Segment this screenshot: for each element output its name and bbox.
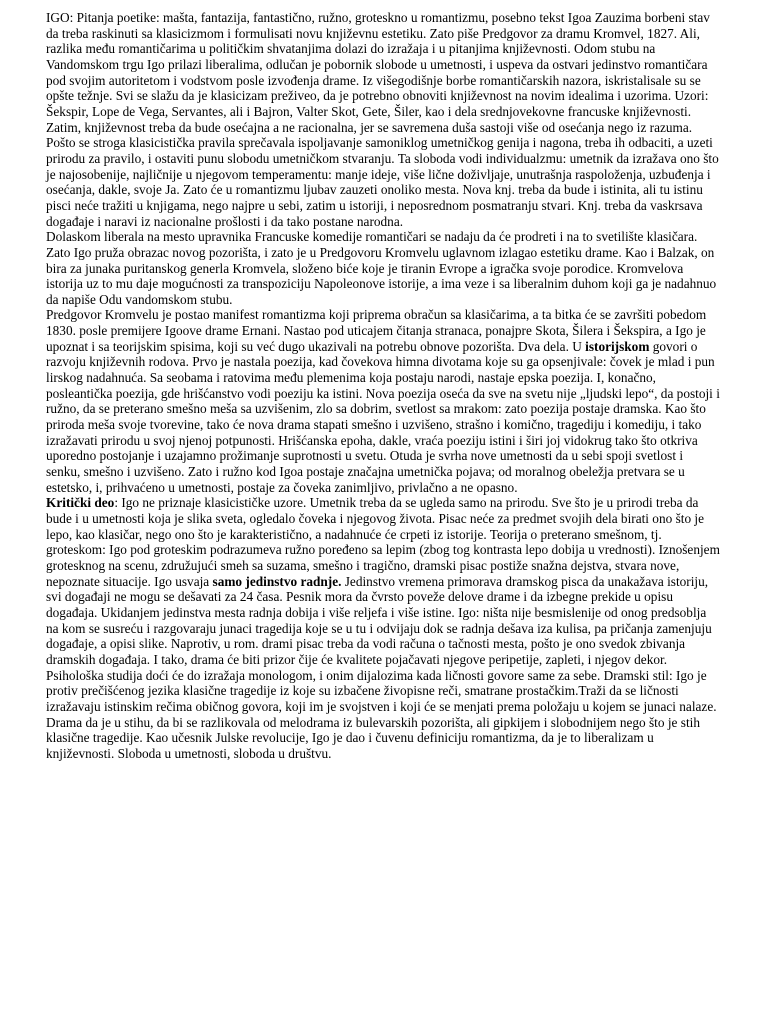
document-body xyxy=(46,10,720,762)
paragraph-text: : Igo ne priznaje klasicističke uzore. Umetnik treba da se ugleda samo na prirodu. Sve što je u prirodi treba da bude i u umetnosti koja je slika sveta, ogledalo čoveka i njegovog života. Pisac neće za predmet svojih dela birati ono što je lepo, kao klasičar, nego ono što je karakteristično, a nadahnuće će crpeti iz istorije. Teorija o preterano smešnom, tj. groteskom: Igo pod groteskim podrazumeva ružno poređeno sa lepim (zbog tog kontrasta lepo dobija u vrednosti). Iznošenjem grotesknog na scenu, združujući smeh sa suzama, smešno i tragično, dramski pisac postiže snažna dejstva, stvara nove, nepoznate situacije. Igo usvaja xyxy=(46,495,720,589)
bold-term-historical: istorijskom xyxy=(585,338,650,354)
paragraph-critical-part xyxy=(46,495,720,761)
paragraph-text: Jedinstvo vremena primorava dramskog pisca da unakažava istoriju, svi događaji ne mogu se dešavati za 24 časa. Pesnik mora da čvrsto poveže delove drame i da izbegne prekide u opisu događaja. Ukidanjem jedinstva mesta radnja dobija i više reljefa i više istine. Igo: ništa nije besmislenije od onog predsoblja na kom se susreću i razgovaraju junaci tragedija koje se u tu i odvijaju dok se radnja dešava iza kulisa, pa pričanja zamenjuju događaje, a opisi slike. Naprotiv, u rom. drami pisac treba da vodi računa o tačnosti mesta, pošto je ono svedok zbivanja dramskih događaja. I tako, drama će biti prizor čije će kvalitete pojačavati njegove peripetije, zapleti, i njegov dekor. Psihološka studija doći će do izražaja monologom, i onim dijalozima kada ličnosti govore same za sebe. Dramski stil: Igo je protiv prečišćenog jezika klasične tragedije iz koje su izbačene živopisne reči, smatrane prostačkim.Traži da se ličnosti izražavaju istinskim rečima običnog govora, koji im je svojstven i koji će se menjati prema položaju u kojem se junaci nalaze. Drama da je u stihu, da bi se razlikovala od melodrama iz bulevarskih pozorišta, ali gipkijem i slobodnijem nego što je stih klasične tragedije. Kao učesnik Julske revolucije, Igo je dao i čuvenu definiciju romantizma, da je to liberalizam u književnosti. Sloboda u umetnosti, sloboda u društvu. xyxy=(46,573,717,761)
bold-term-critical-part: Kritički deo xyxy=(46,495,115,511)
paragraph-preface-history xyxy=(46,307,720,495)
paragraph-introduction: IGO: Pitanja poetike: mašta, fantazija, fantastično, ružno, groteskno u romantizmu, posebno tekst Igoa Zauzima borbeni stav da treba raskinuti sa klasicizmom i formulisati novu književnu estetiku. Zato piše Predgovor za dramu Kromvel, 1827. Ali, razlika među romantičarima u političkim shvatanjima dolazi do izražaja i u pitanjima književnosti. Odom stubu na Vandomskom trgu Igo prilazi liberalima, odlučan je pobornik slobode u umetnosti, i uspeva da ostvari jedinstvo romantičara pod svojim autoritetom i vodstvom posle izvođenja drame. Iz višegodišnje borbe romantičarskih nazora, iskristalisale su se opšte težnje. Svi se slažu da je klasicizam preživeo, da je potrebno obnoviti književnost na novim idealima i uzorima. Uzori: Šekspir, Lope de Vega, Servantes, ali i Bajron, Valter Skot, Gete, Šiler, kao i dela srednjovekovne francuske književnosti. Zatim, književnost treba da bude osećajna a ne racionalna, jer se savremena duša sastoji više od osećanja nego iz razuma. Pošto se stroga klasicistička pravila sprečavala ispoljavanje samoniklog umetničkog genija i nagona, treba ih odbaciti, a uzeti prirodu za pravilo, i ostaviti punu slobodu umetničkom stvaranju. Ta sloboda vodi individualzmu: umetnik da izražava ono što je najosobenije, najličnije u njegovom temperamentu: manje ideje, više lične doživljaje, unutrašnja raspoloženja, uzbuđenja i osećanja, dakle, svoje Ja. Zato će u romantizmu ljubav zauzeti onoliko mesta. Nova knj. treba da bude i istinita, ali tu istinu pisci neće tražiti u knjigama, nego najpre u sebi, zatim u istoriji, i neposrednom posmatranju stvari. Knj. treba da vaskrsava događaje i naravi iz nacionalne prošlosti i da tako postane narodna. xyxy=(46,10,719,229)
paragraph-text: govori o razvoju književnih rodova. Prvo je nastala poezija, kad čovekova himna divotama koje su ga opsenjivale: čovek je mlad i pun lirskog nadahnuća. Sa seobama i ratovima među plemenima koja postaju narodi, nastaje epska poezija. I, konačno, posleantička poezija, gde hrišćanstvo vodi poeziju ka istini. Nova poezija oseća da sve na svetu nije „ljudski lepo“, da postoji i ružno, da se preterano smešno meša sa uzvišenim, zlo sa dobrim, svetlost sa mrakom: zato poezija postaje dramska. Kao što priroda meša svoje tvorevine, tako će nova drama stapati smešno i uzvišeno, strašno i komično, tragediju i komediju, i tako izražavati prirodu u svoj njenoj potpunosti. Hrišćanska epoha, dakle, vraća poeziju istini i širi joj vidokrug tako što otkriva uporedno postojanje i uzajamno prožimanje suprotnosti u svetu. Otuda je svrha nove umetnosti da u sebi spoji svetlost i senku, smešno i uzvišeno. Zato i ružno kod Igoa postaje značajna umetnička pojava; od moralnog obeležja pretvara se u estetsko, i, prihvaćeno u umetnosti, postaje za čoveka zanimljivo, privlačno a ne opasno. xyxy=(46,338,720,495)
paragraph-liberals: Dolaskom liberala na mesto upravnika Francuske komedije romantičari se nadaju da će prodreti i na to svetilište klasičara. Zato Igo pruža obrazac novog pozorišta, i zato je u Predgovoru Kromvelu uglavnom izlagao estetiku drame. Kao i Balzak, on bira za junaka puritanskog generla Kromvela, složeno biće koje je tiranin Evrope a igračka svoje porodice. Kromvelova istorija uz to mu daje mogućnosti za transpoziciju Napoleonove istorije, a ima veze i sa liberalnim duhom koji ga je nadahnuo da napiše Odu vandomskom stubu. xyxy=(46,229,717,307)
bold-term-unity-of-action: samo jedinstvo radnje. xyxy=(212,573,342,589)
paragraph-text: Predgovor Kromvelu je postao manifest romantizma koji pripremа obračun sa klasičarima, a ta bitka će se završiti pobedom 1830. posle premijere Igoove drame Ernani. Nastao pod uticajem čitanja stranaca, ponajpre Skota, Šilera i Šekspira, a Igo je upoznat i sa teorijskim spisima, koji su već dugo ukazivali na potrebu obnove pozorišta. Dva dela. U xyxy=(46,307,707,354)
